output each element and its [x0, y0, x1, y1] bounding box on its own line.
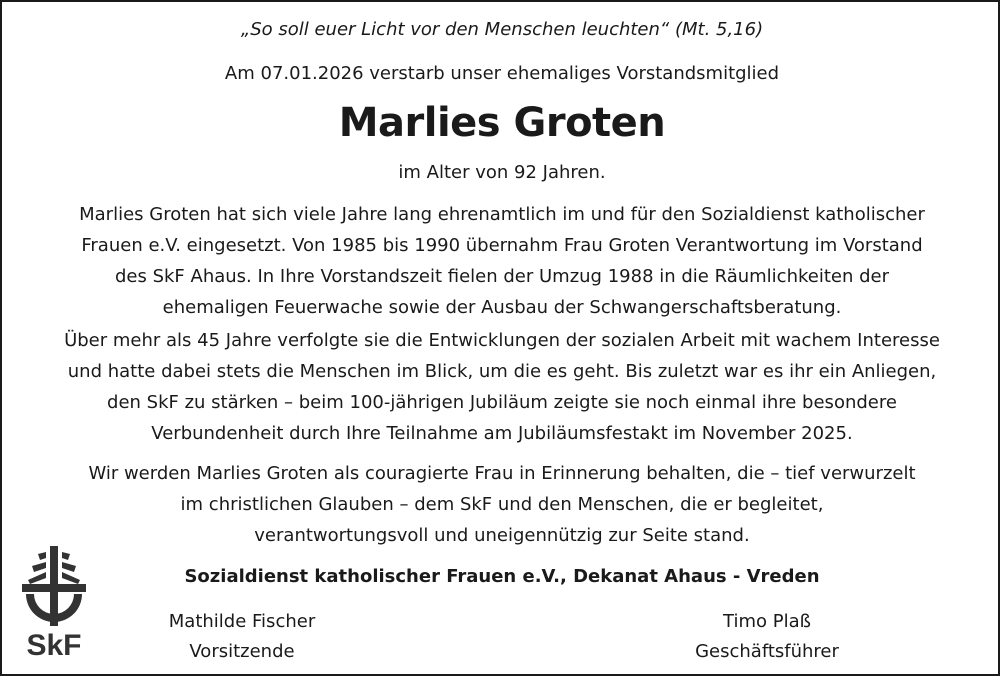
paragraph-line: ehemaligen Feuerwache sowie der Ausbau der Schwangerschaftsberatung. [162, 297, 842, 318]
paragraph-1 [2, 199, 1000, 323]
signatory-name: Mathilde Fischer [168, 611, 316, 632]
intro-line: Am 07.01.2026 verstarb unser ehemaliges Vorstandsmitglied [224, 63, 780, 84]
bible-quote: „So soll euer Licht vor den Menschen leuchten“ (Mt. 5,16) [240, 19, 764, 40]
paragraph-line: im christlichen Glauben – dem SkF und den Menschen, die er begleitet, [180, 494, 824, 515]
deceased-name: Marlies Groten [338, 100, 666, 146]
paragraph-line: den SkF zu stärken – beim 100-jährigen Jubiläum zeigte sie noch einmal ihre besondere [107, 392, 897, 413]
organization-name: Sozialdienst katholischer Frauen e.V., Dekanat Ahaus - Vreden [184, 566, 820, 587]
paragraph-line: Wir werden Marlies Groten als couragierte Frau in Erinnerung behalten, die – tief verwurzelt [88, 463, 916, 484]
signatory-name: Timo Plaß [723, 611, 811, 632]
paragraph-3 [2, 458, 1000, 551]
paragraph-line: Über mehr als 45 Jahre verfolgte sie die Entwicklungen der sozialen Arbeit mit wachem Interesse [64, 330, 940, 351]
paragraph-line: des SkF Ahaus. In Ihre Vorstandszeit fielen der Umzug 1988 in die Räumlichkeiten der [114, 266, 890, 287]
paragraph-line: und hatte dabei stets die Menschen im Blick, um die es geht. Bis zuletzt war es ihr ein Anliegen, [67, 361, 937, 382]
signatory-role: Geschäftsführer [695, 641, 839, 662]
paragraph-line: Frauen e.V. eingesetzt. Von 1985 bis 1990 übernahm Frau Groten Verantwortung im Vorstand [81, 235, 923, 256]
signatory-left [132, 607, 352, 667]
signatory-right [662, 607, 872, 667]
signatory-role: Vorsitzende [189, 641, 295, 662]
age-line: im Alter von 92 Jahren. [398, 162, 606, 183]
paragraph-2 [2, 325, 1000, 449]
paragraph-line: Marlies Groten hat sich viele Jahre lang ehrenamtlich im und für den Sozialdienst katholischer [79, 204, 925, 225]
logo-text: SkF [26, 629, 82, 662]
paragraph-line: Verbundenheit durch Ihre Teilnahme am Jubiläumsfestakt im November 2025. [151, 423, 853, 444]
paragraph-line: verantwortungsvoll und uneigennützig zur Seite stand. [254, 525, 750, 546]
